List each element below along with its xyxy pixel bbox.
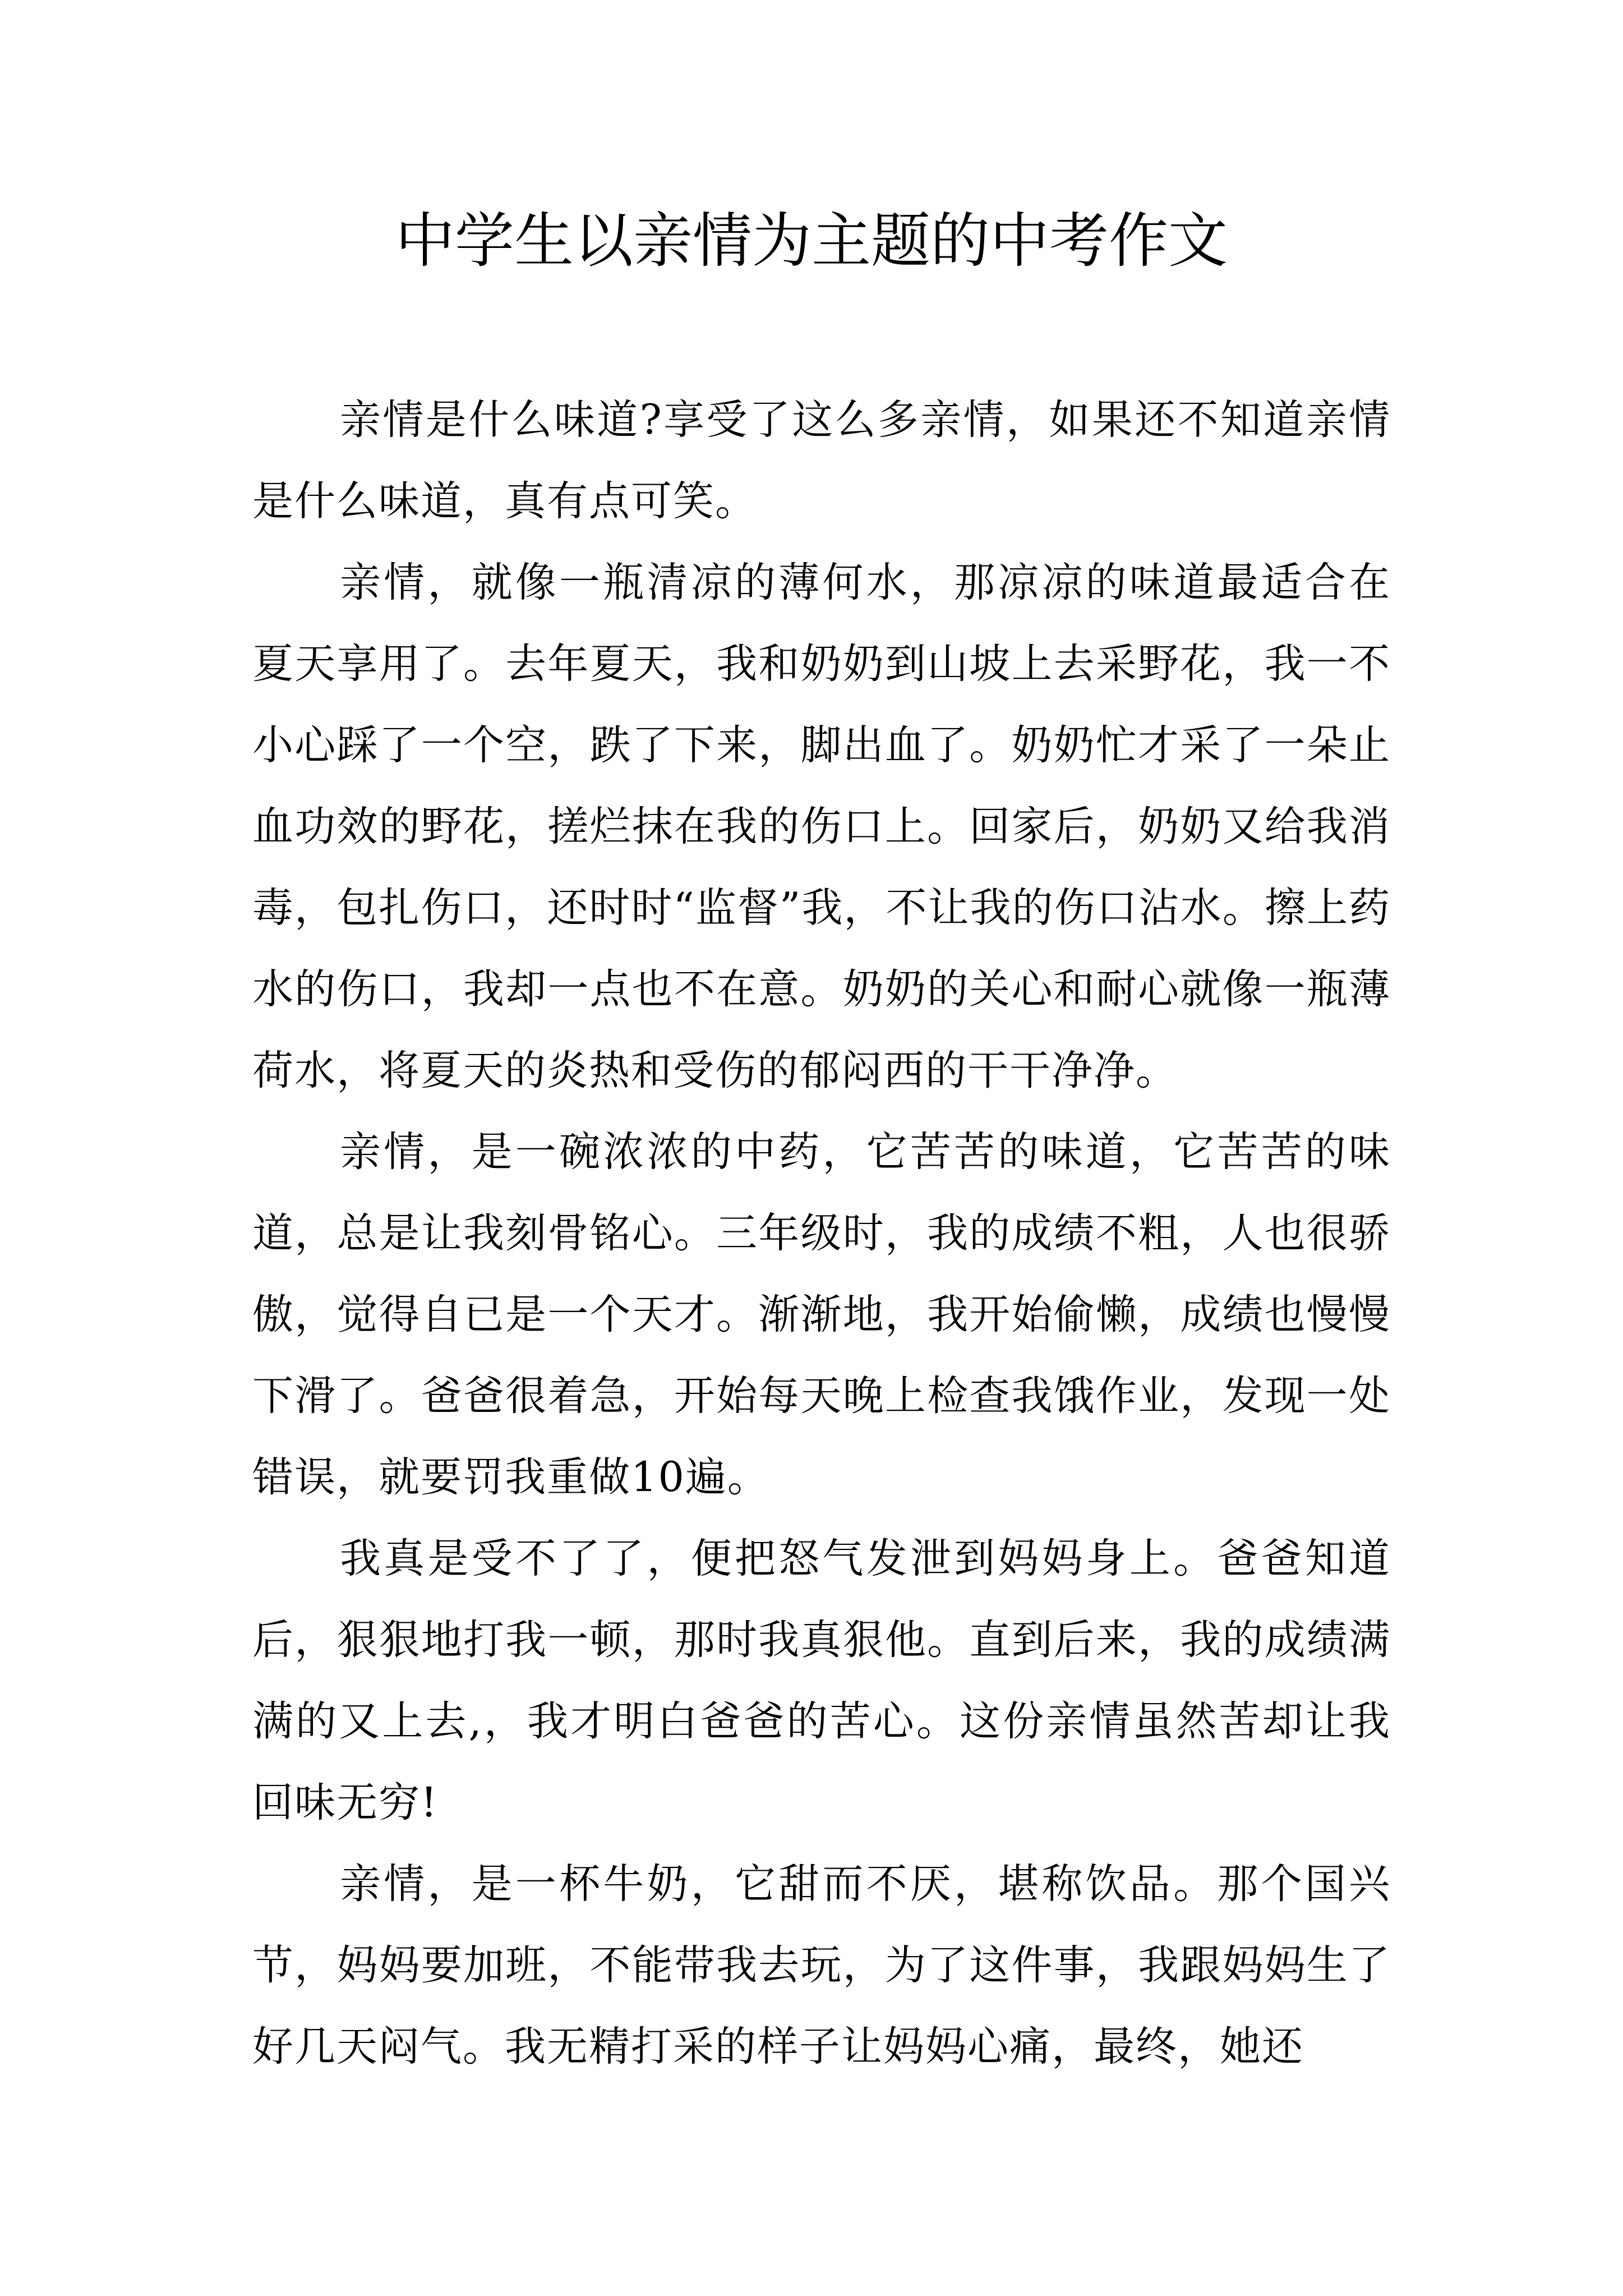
paragraph-2: 亲情，就像一瓶清凉的薄何水，那凉凉的味道最适合在夏天享用了。去年夏天，我和奶奶到山坡上去采野花，我一不小心踩了一个空，跌了下来，脚出血了。奶奶忙才采了一朵止血功效的野花，搓烂抹在我的伤口上。回家后，奶奶又给我消毒，包扎伤口，还时时“监督”我，不让我的伤口沾水。擦上药水的伤口，我却一点也不在意。奶奶的关心和耐心就像一瓶薄荷水，将夏天的炎热和受伤的郁闷西的干干净净。 [252, 559, 1391, 1094]
paragraph-3: 亲情，是一碗浓浓的中药，它苦苦的味道，它苦苦的味道，总是让我刻骨铭心。三年级时，我的成绩不粗，人也很骄傲，觉得自已是一个天才。渐渐地，我开始偷懒，成绩也慢慢下滑了。爸爸很着急，开始每天晚上检查我饿作业，发现一处错误，就要罚我重做10遍。 [252, 1128, 1391, 1501]
paragraph-5: 亲情，是一杯牛奶，它甜而不厌，堪称饮品。那个国兴节，妈妈要加班，不能带我去玩，为了这件事，我跟妈妈生了好几天闷气。我无精打采的样子让妈妈心痛，最终，她还 [252, 1860, 1391, 2070]
paragraph-4: 我真是受不了了，便把怒气发泄到妈妈身上。爸爸知道后，狠狠地打我一顿，那时我真狠他。直到后来，我的成绩满满的又上去,，我才明白爸爸的苦心。这份亲情虽然苦却让我回味无穷! [252, 1535, 1391, 1826]
document-title: 中学生以亲情为主题的中考作文 [395, 206, 1228, 275]
document-body [252, 379, 1391, 2087]
paragraph-1: 亲情是什么味道?享受了这么多亲情，如果还不知道亲情是什么味道，真有点可笑。 [252, 396, 1391, 525]
